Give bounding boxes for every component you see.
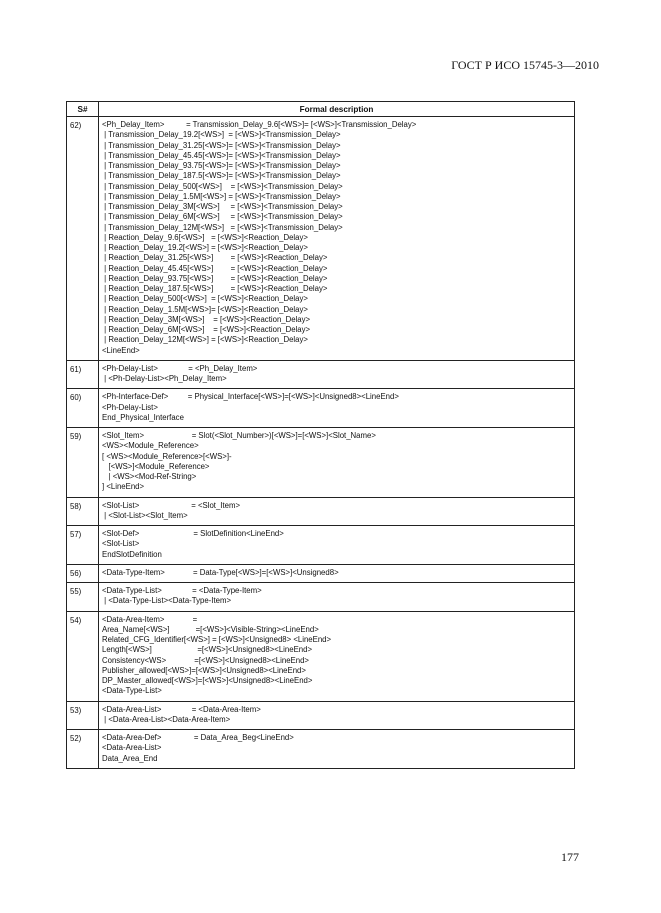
rule-definition: [99, 730, 575, 769]
definition-line: | Transmission_Delay_45.45[<WS>]= [<WS>]<Transmission_Delay>: [102, 150, 341, 160]
rule-definition: [99, 360, 575, 389]
rule-number: 62): [67, 117, 99, 361]
definition-line: | <Slot-List><Slot_Item>: [102, 510, 188, 520]
definition-line: | <Data-Type-List><Data-Type-Item>: [102, 596, 231, 606]
definition-line: | Transmission_Delay_19.2[<WS>] = [<WS>]<Transmission_Delay>: [102, 130, 341, 140]
definition-line: | Transmission_Delay_12M[<WS>] = [<WS>]<Transmission_Delay>: [102, 222, 343, 232]
rule-definition: [99, 117, 575, 361]
definition-line: <Ph-Interface-Def> = Physical_Interface[<WS>]=[<WS>]<Unsigned8><LineEnd>: [102, 392, 399, 402]
definition-line: | Transmission_Delay_3M[<WS>] = [<WS>]<Transmission_Delay>: [102, 202, 343, 211]
definition-line: <Data-Type-Item> = Data-Type[<WS>]=[<WS>]<Unsigned8>: [102, 567, 339, 577]
definition-line: <LineEnd>: [102, 345, 140, 355]
rule-number: 55): [67, 583, 99, 612]
rule-number: 57): [67, 526, 99, 565]
definition-line: | Reaction_Delay_1.5M[<WS>]= [<WS>]<Reaction_Delay>: [102, 304, 308, 314]
rule-number: 60): [67, 389, 99, 428]
definition-line: <Slot-Def> = SlotDefinition<LineEnd>: [102, 529, 284, 538]
table-row: [67, 497, 575, 526]
document-header: ГОСТ Р ИСО 15745-3—2010: [451, 58, 599, 72]
table-row: [67, 389, 575, 428]
definition-line: End_Physical_Interface: [102, 412, 184, 422]
rule-definition: [99, 701, 575, 730]
rule-number: 54): [67, 611, 99, 701]
definition-line: | Transmission_Delay_93.75[<WS>]= [<WS>]<Transmission_Delay>: [102, 161, 341, 170]
definition-line: | Transmission_Delay_500[<WS>] = [<WS>]<Transmission_Delay>: [102, 181, 343, 191]
definition-line: <Data-Area-Def> = Data_Area_Beg<LineEnd>: [102, 733, 294, 742]
definition-line: | Reaction_Delay_187.5[<WS>] = [<WS>]<Reaction_Delay>: [102, 284, 328, 293]
table-row: [67, 428, 575, 498]
formal-description-table: [66, 101, 575, 769]
definition-line: | Reaction_Delay_12M[<WS>] = [<WS>]<Reaction_Delay>: [102, 335, 308, 345]
definition-line: <Data-Area-List>: [102, 743, 162, 753]
definition-line: <Data-Area-Item> =: [102, 614, 198, 624]
rule-definition: [99, 497, 575, 526]
table-header-row: [67, 102, 575, 117]
definition-line: [ <WS><Module_Reference>[<WS>]-: [102, 451, 232, 461]
definition-line: | Reaction_Delay_19.2[<WS>] = [<WS>]<Reaction_Delay>: [102, 243, 308, 252]
definition-line: Related_CFG_Identifier[<WS>] = [<WS>]<Unsigned8> <LineEnd>: [102, 635, 332, 644]
column-header-number: S#: [67, 102, 99, 117]
table-row: [67, 730, 575, 769]
rule-number: 58): [67, 497, 99, 526]
definition-line: <Ph_Delay_Item> = Transmission_Delay_9.6[<WS>]= [<WS>]<Transmission_Delay>: [102, 120, 417, 129]
rule-number: 59): [67, 428, 99, 498]
rule-definition: [99, 564, 575, 582]
column-header-formal-description: Formal description: [99, 102, 575, 117]
rule-definition: [99, 583, 575, 612]
definition-line: Area_Name[<WS>] =[<WS>]<Visible-String><LineEnd>: [102, 624, 319, 634]
definition-line: | <Ph-Delay-List><Ph_Delay_Item>: [102, 374, 227, 383]
definition-line: | <WS><Mod-Ref-String>: [102, 472, 197, 481]
definition-line: <Slot-List>: [102, 539, 140, 549]
rule-number: 56): [67, 564, 99, 582]
rule-number: 52): [67, 730, 99, 769]
table-row: [67, 117, 575, 361]
table-row: [67, 611, 575, 701]
definition-line: | Transmission_Delay_1.5M[<WS>] = [<WS>]<Transmission_Delay>: [102, 191, 341, 201]
definition-line: Consistency<WS> =[<WS>]<Unsigned8><LineEnd>: [102, 655, 309, 665]
page-number: 177: [561, 850, 579, 864]
definition-line: | Reaction_Delay_6M[<WS>] = [<WS>]<Reaction_Delay>: [102, 325, 311, 334]
rule-number: 53): [67, 701, 99, 730]
definition-line: DP_Master_allowed[<WS>]=[<WS>]<Unsigned8><LineEnd>: [102, 676, 313, 685]
definition-line: <Ph-Delay-List>: [102, 402, 158, 412]
definition-line: | Reaction_Delay_45.45[<WS>] = [<WS>]<Reaction_Delay>: [102, 263, 328, 273]
definition-line: | Transmission_Delay_6M[<WS>] = [<WS>]<Transmission_Delay>: [102, 212, 343, 222]
definition-line: <Slot-List> = <Slot_Item>: [102, 500, 241, 510]
definition-line: <Ph-Delay-List> = <Ph_Delay_Item>: [102, 363, 258, 373]
definition-line: | Reaction_Delay_3M[<WS>] = [<WS>]<Reaction_Delay>: [102, 314, 311, 324]
definition-line: <WS><Module_Reference>: [102, 441, 199, 451]
table-row: [67, 564, 575, 582]
definition-line: | Reaction_Delay_9.6[<WS>] = [<WS>]<Reaction_Delay>: [102, 232, 308, 242]
definition-line: ] <LineEnd>: [102, 482, 145, 492]
rule-definition: [99, 389, 575, 428]
table-row: [67, 360, 575, 389]
rule-definition: [99, 428, 575, 498]
definition-line: | <Data-Area-List><Data-Area-Item>: [102, 714, 231, 724]
definition-line: | Reaction_Delay_500[<WS>] = [<WS>]<Reaction_Delay>: [102, 294, 308, 304]
definition-line: | Reaction_Delay_31.25[<WS>] = [<WS>]<Reaction_Delay>: [102, 253, 328, 263]
definition-line: Length[<WS>] =[<WS>]<Unsigned8><LineEnd>: [102, 645, 312, 655]
table-row: [67, 526, 575, 565]
definition-line: Publisher_allowed[<WS>]=[<WS>]<Unsigned8><LineEnd>: [102, 665, 306, 675]
rule-number: 61): [67, 360, 99, 389]
definition-line: [<WS>]<Module_Reference>: [102, 461, 210, 471]
definition-line: <Data-Type-List> = <Data-Type-Item>: [102, 586, 262, 595]
definition-line: EndSlotDefinition: [102, 549, 162, 559]
table-row: [67, 583, 575, 612]
definition-line: | Transmission_Delay_187.5[<WS>]= [<WS>]<Transmission_Delay>: [102, 171, 341, 181]
table-row: [67, 701, 575, 730]
definition-line: <Data-Area-List> = <Data-Area-Item>: [102, 704, 261, 714]
rule-definition: [99, 611, 575, 701]
definition-line: | Reaction_Delay_93.75[<WS>] = [<WS>]<Reaction_Delay>: [102, 273, 328, 283]
definition-line: Data_Area_End: [102, 753, 158, 763]
definition-line: | Transmission_Delay_31.25[<WS>]= [<WS>]<Transmission_Delay>: [102, 140, 341, 150]
definition-line: <Slot_Item> = Slot(<Slot_Number>)[<WS>]=[<WS>]<Slot_Name>: [102, 431, 376, 440]
definition-line: <Data-Type-List>: [102, 686, 162, 696]
rule-definition: [99, 526, 575, 565]
